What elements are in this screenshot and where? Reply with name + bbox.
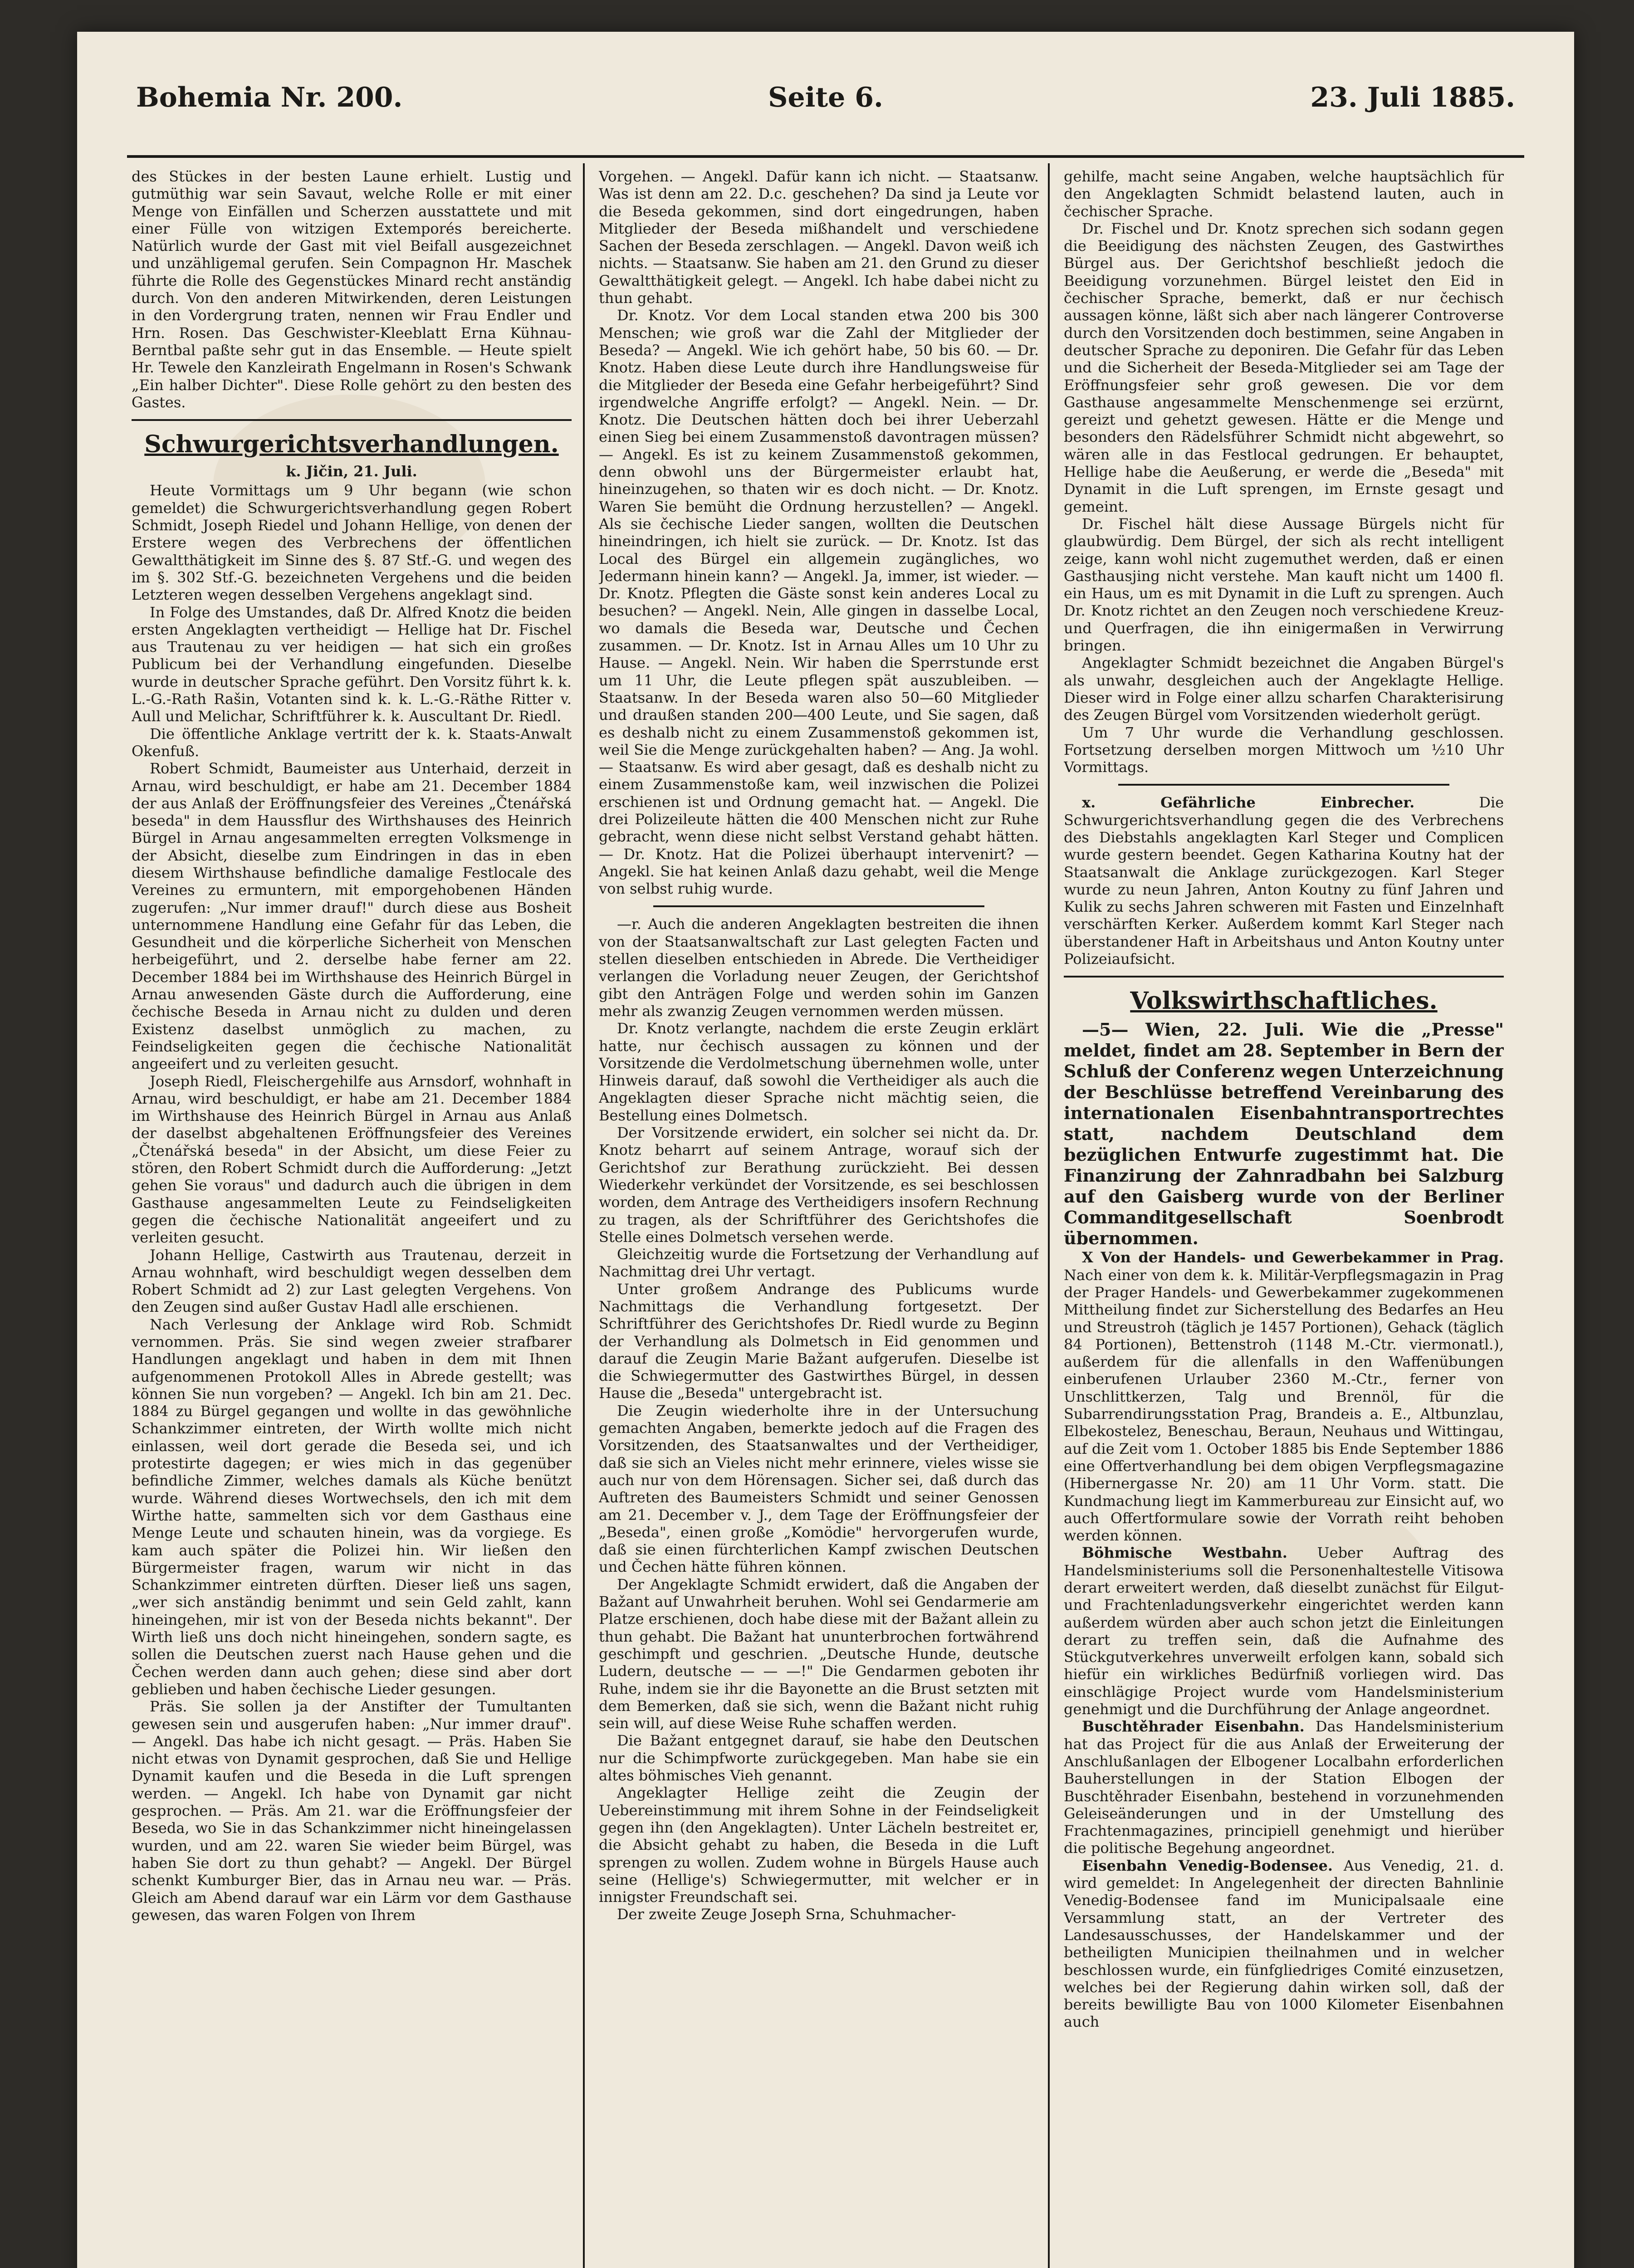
article-paragraph: Um 7 Uhr wurde die Verhandlung geschlossen. Fortsetzung derselben morgen Mittwoch um ½10 Uhr Vormittags. — [1064, 723, 1504, 776]
news-item-lead: Buschtěhrader Eisenbahn. — [1082, 1718, 1305, 1735]
news-item — [1064, 794, 1504, 968]
article-paragraph: Präs. Sie sollen ja der Anstifter der Tumultanten gewesen sein und ausgerufen haben: „Nur immer drauf". — Angekl. Das habe ich nicht gesagt. — Präs. Haben Sie nicht etwas von Dynamit gesprochen, daß Sie und Hellige Dynamit kaufen und die Beseda in die Luft sprengen werden. — Angekl. Ich habe von Dynamit gar nicht gesprochen. — Präs. Am 21. war die Eröffnungsfeier der Beseda, wo Sie in das Schankzimmer nicht hineingelassen wurden, und am 22. waren Sie wieder beim Bürgel, was haben Sie dort zu thun gehabt? — Angekl. Der Bürgel schenkt Kumburger Bier, das in Arnau neu war. — Präs. Gleich am Abend darauf war ein Lärm vor dem Gasthause gewesen, das waren Folgen von Ihrem — [132, 1698, 572, 1924]
news-item-body: Die Schwurgerichtsverhandlung gegen die des Verbrechens des Diebstahls angeklagten Karl Steger und Complicen wurde gestern beendet. Gegen Katharina Koutny hat der Staatsanwalt die Anklage zurückgezogen. Karl Steger wurde zu neun Jahren, Anton Koutny zu fünf Jahren und Kulik zu sechs Jahren schweren mit Fasten und Einzelnhaft verschärften Kerker. Außerdem kommt Karl Steger nach überstandener Haft in Arbeitshaus und Anton Koutny unter Polizeiaufsicht. — [1064, 794, 1504, 968]
news-item-body: Ueber Auftrag des Handelsministeriums soll die Personenhaltestelle Vitisowa derart erweitert werden, daß dieselbt zunächst für Eilgut- und Frachtenladungsverkehr eingerichtet werden kann außerdem würden aber auch schon jetzt die Einleitungen derart zu treffen sein, daß die Aufnahme des Stückgutverkehres unverweilt erfolgen kann, sobald sich hiefür ein wirkliches Bedürfniß vorliegen wird. Das einschlägige Project wurde vom Handelsministerium genehmigt und die Durchführung der Anlage angeordnet. — [1064, 1544, 1504, 1718]
economy-lead-article: —5— Wien, 22. Juli. Wie die „Presse" meldet, findet am 28. September in Bern der Schluß der Conferenz wegen Unterzeichnung der Beschlüsse betreffend Vereinbarung des internationalen Eisenbahntransportrechtes statt, nachdem Deutschland dem bezüglichen Entwurfe zugestimmt hat. Die Finanzirung der Zahnradbahn bei Salzburg auf den Gaisberg wurde von der Berliner Commanditgesellschaft Soenbrodt übernommen. — [1064, 1019, 1504, 1249]
article-paragraph: Der Angeklagte Schmidt erwidert, daß die Angaben der Bažant auf Unwahrheit beruhen. Wohl sei Gendarmerie am Platze erschienen, doch habe diese mit der Bažant allein zu thun gehabt. Die Bažant hat ununterbrochen fortwährend geschimpft und geschrien. „Deutsche Hunde, deutsche Ludern, deutsche — — —!" Die Gendarmen geboten ihr Ruhe, indem sie ihr die Bayonette an die Brust setzten mit dem Bemerken, daß sie sich, wenn die Bažant nicht ruhig sein will, auf diese Weise Ruhe schaffen werden. — [599, 1575, 1039, 1732]
article-paragraph: Gleichzeitig wurde die Fortsetzung der Verhandlung auf Nachmittag drei Uhr vertagt. — [599, 1246, 1039, 1281]
news-item — [1064, 1249, 1504, 1544]
masthead-title: Bohemia Nr. 200. — [136, 82, 403, 113]
news-item-lead: Böhmische Westbahn. — [1082, 1544, 1287, 1562]
news-item-body: Nach einer von dem k. k. Militär-Verpflegsmagazin in Prag der Prager Handels- und Gewerbekammer zugekommenen Mittheilung findet zur Sicherstellung des Bedarfes an Heu und Streustroh (täglich je 1457 Portionen), Gehack (täglich 84 Portionen), Bettenstroh (1148 M.-Ctr. viermonatl.), außerdem für die allenfalls in den Waffenübungen einberufenen Urlauber 2360 M.-Ctr., ferner von Unschlittkerzen, Talg und Brennöl, für die Subarrendirungsstation Prag, Brandeis a. E., Altbunzlau, Elbekostelez, Beneschau, Beraun, Neuhaus und Wittingau, auf die Zeit vom 1. October 1885 bis Ende September 1886 eine Offertverhandlung bei dem obigen Verpflegsmagazine (Hibernergasse Nr. 20) am 11 Uhr Vorm. statt. Die Kundmachung liegt im Kammerbureau zur Einsicht auf, wo auch Offertformulare sowie der Vorrath reiht behoben werden können. — [1064, 1266, 1504, 1545]
article-paragraph: Johann Hellige, Castwirth aus Trautenau, derzeit in Arnau wohnhaft, wird beschuldigt wegen desselben dem Robert Schmidt ad 2) zur Last gelegten Vergehens. Von den Zeugen sind außer Gustav Hadl alle erschienen. — [132, 1246, 572, 1316]
article-paragraph: Vorgehen. — Angekl. Dafür kann ich nicht. — Staatsanw. Was ist denn am 22. D.c. geschehen? Da sind ja Leute vor die Beseda gekommen, sind dort eingedrungen, haben Mitglieder der Beseda mißhandelt und verschiedene Sachen der Beseda zerschlagen. — Angekl. Davon weiß ich nichts. — Staatsanw. Sie haben am 21. den Grund zu dieser Gewaltthätigkeit gelegt. — Angekl. Ich habe dabei nicht zu thun gehabt. — [599, 168, 1039, 307]
section-divider — [132, 419, 572, 421]
article-paragraph: Angeklagter Hellige zeiht die Zeugin der Uebereinstimmung mit ihrem Sohne in der Feindseligkeit gegen ihn (den Angeklagten). Unter Lächeln bestreitet er, die Absicht gehabt zu haben, die Beseda in die Luft sprengen zu wollen. Zudem wohne in Bürgels Hause auch seine (Hellige's) Schwiegermutter, mit welcher er in innigster Freundschaft sei. — [599, 1784, 1039, 1906]
column-rule — [1048, 163, 1050, 2268]
section-title-jury-trials: Schwurgerichtsverhandlungen. — [144, 430, 559, 459]
section-divider — [1064, 976, 1504, 978]
article-paragraph: Der zweite Zeuge Joseph Srna, Schuhmacher- — [617, 1906, 956, 1923]
news-item-body: Das Handelsministerium hat das Project für die aus Anlaß der Erweiterung der Anschlußanlagen der Elbogener Localbahn erforderlichen Bauherstellungen in der Station Elbogen der Buschtěhrader Eisenbahn, bestehend in vorzunehmenden Geleiseänderungen und in der Umstellung des Frachtenmagazines, principiell genehmigt und hierüber die politische Begehung angeordnet. — [1064, 1718, 1504, 1857]
article-paragraph: Dr. Fischel hält diese Aussage Bürgels nicht für glaubwürdig. Dem Bürgel, der sich als recht intelligent zeige, kann wohl nicht zugemuthet werden, daß er einen Gasthausjing nicht verstehe. Man kauft nicht um 1400 fl. ein Haus, um es mit Dynamit in die Luft zu sprengen. Auch Dr. Knotz richtet an den Zeugen noch verschiedene Kreuz- und Querfragen, die ihn einigermaßen in Verwirrung bringen. — [1064, 515, 1504, 655]
article-paragraph: Nach Verlesung der Anklage wird Rob. Schmidt vernommen. Präs. Sie sind wegen zweier strafbarer Handlungen angeklagt und haben in dem mit Ihnen aufgenommenen Protokoll Alles in Abrede gestellt; was können Sie nun vorgeben? — Angekl. Ich bin am 21. Dec. 1884 zu Bürgel gegangen und wollte in das gewöhnliche Schankzimmer eintreten, der Wirth wollte mich nicht einlassen, weil dort gerade die Beseda sei, und ich protestirte dagegen; er wies mich in das gegenüber befindliche Zimmer, welches damals als Küche benützt wurde. Während dieses Wortwechsels, den ich mit dem Wirthe hatte, sammelten sich vor dem Gasthaus eine Menge Leute und schauten hinein, was da vorgiege. Es kam auch später die Polizei hin. Wir ließen den Bürgermeister fragen, warum wir nicht in das Schankzimmer eintreten dürften. Dieser ließ uns sagen, „wer sich anständig benimmt und sein Geld zahlt, kann hineingehen, mir ist von der Beseda nichts bekannt". Der Wirth ließ uns doch nicht hineingehen, sondern sagte, es sollen die Deutschen zuerst nach Hause gehen und die Čechen werden dann auch gehen; diese sind aber dort geblieben und haben čechische Lieder gesungen. — [132, 1315, 572, 1698]
article-paragraph: Dr. Fischel und Dr. Knotz sprechen sich sodann gegen die Beeidigung des nächsten Zeugen, des Gastwirthes Bürgel aus. Der Gerichtshof beschließt jedoch die Beeidigung vorzunehmen. Bürgel leistet den Eid in čechischer Sprache, bemerkt, daß er nur čechisch aussagen könne, läßt sich aber nach längerer Controverse durch den Vorsitzenden doch bestimmen, seine Angaben in deutscher Sprache zu deponiren. Die Gefahr für das Leben und die Sicherheit der Beseda-Mitglieder sei am Tage der Eröffnungsfeier sehr groß gewesen. Die vor dem Gasthause angesammelte Menschenmenge sei erzürnt, gereizt und gehetzt gewesen. Hätte er die Menge und besonders den Rädelsführer Schmidt nicht abgewehrt, so wären alle in das Festlocal gedrungen. Er behauptet, Hellige habe die Aeußerung, er werde die „Beseda" mit Dynamit in die Luft sprengen, im Ernste gesagt und gemeint. — [1064, 220, 1504, 515]
article-paragraph: —r. Auch die anderen Angeklagten bestreiten die ihnen von der Staatsanwaltschaft zur Last gelegten Facten und stellen dieselben entschieden in Abrede. Die Vertheidiger verlangen die Vorladung neuer Zeugen, der Gerichtshof gibt den Anträgen Folge und werden sohin im Ganzen mehr als zwanzig Zeugen vernommen werden müssen. — [599, 915, 1039, 1020]
news-item-lead: Eisenbahn Venedig-Bodensee. — [1082, 1857, 1333, 1874]
theatre-review-text: des Stückes in der besten Laune erhielt. Lustig und gutmüthig war sein Savaut, welche Rolle er mit einer Menge von Einfällen und Scherzen ausstattete und mit einer Fülle von witzigen Extemporés bereicherte. Natürlich wurde der Gast mit viel Beifall ausgezeichnet und unzähligemal gerufen. Sein Compagnon Hr. Maschek führte die Rolle des Gegenstückes Minard recht anständig durch. Von den anderen Mitwirkenden, deren Leistungen in den Vordergrung traten, nennen wir Frau Endler und Hrn. Rosen. Das Geschwister-Kleeblatt Erna Kühnau-Berntbal paßte sehr gut in das Ensemble. — Heute spielt Hr. Tewele den Kanzleirath Engelmann in Rosen's Schwank „Ein halber Dichter". Diese Rolle gehört zu den besten des Gastes. — [132, 168, 572, 411]
issue-date: 23. Juli 1885. — [1310, 82, 1515, 113]
article-paragraph: In Folge des Umstandes, daß Dr. Alfred Knotz die beiden ersten Angeklagten vertheidigt — Hellige hat Dr. Fischel aus Trautenau zu ver heidigen — hat sich ein großes Publicum bei der Verhandlung eingefunden. Dieselbe wurde in deutscher Sprache geführt. Den Vorsitz führt k. k. L.-G.-Rath Rašin, Votanten sind k. k. L.-G.-Räthe Ritter v. Aull und Melichar, Schriftführer k. k. Auscultant Dr. Riedl. — [132, 603, 572, 725]
news-item — [1064, 1544, 1504, 1718]
page-header — [136, 82, 1515, 132]
news-item-lead: x. Gefährliche Einbrecher. — [1082, 794, 1415, 811]
article-paragraph: Unter großem Andrange des Publicums wurde Nachmittags die Verhandlung fortgesetzt. Der Schriftführer des Gerichtshofes Dr. Riedl wurde zu Beginn der Verhandlung als Dolmetsch in Eid genommen und darauf die Zeugin Marie Bažant aufgerufen. Dieselbe ist die Schwiegermutter des Gastwirthes Bürgel, in dessen Hause die „Beseda" untergebracht ist. — [599, 1280, 1039, 1402]
article-paragraph: Die öffentliche Anklage vertritt der k. k. Staats-Anwalt Okenfuß. — [132, 725, 572, 760]
article-paragraph: Dr. Knotz. Vor dem Local standen etwa 200 bis 300 Menschen; wie groß war die Zahl der Mitglieder der Beseda? — Angekl. Wie ich gehört habe, 50 bis 60. — Dr. Knotz. Haben diese Leute durch ihre Handlungsweise für die Mitglieder der Beseda eine Gefahr herbeigeführt? Sind irgendwelche Angriffe erfolgt? — Angekl. Nein. — Dr. Knotz. Die Deutschen hätten doch bei ihrer Ueberzahl einen Sieg bei einem Zusammenstoß davontragen müssen? — Angekl. Es ist zu keinem Zusammenstoß gekommen, denn obwohl uns der Bürgermeister erlaubt hat, hineinzugehen, so thaten wir es doch nicht. — Dr. Knotz. Waren Sie bemüht die Ordnung herzustellen? — Angekl. Als sie čechische Lieder sangen, wollten die Deutschen hineindringen, ich hielt sie zurück. — Dr. Knotz. Ist das Local des Bürgel ein allgemein zugängliches, wo Jedermann hinein kann? — Angekl. Ja, immer, ist wieder. — Dr. Knotz. Pflegten die Gäste sonst kein anderes Local zu besuchen? — Angekl. Nein, Alle gingen in dasselbe Local, wo damals die Beseda war, Deutsche und Čechen zusammen. — Dr. Knotz. Ist in Arnau Alles um 10 Uhr zu Hause. — Angekl. Nein. Wir haben die Sperrstunde erst um 11 Uhr, die Leute pflegen spät auszubleiben. — Staatsanw. In der Beseda waren also 50—60 Mitglieder und draußen standen 200—400 Leute, und Sie sagen, daß es deshalb nicht zu einem Zusammenstoß gekommen ist, weil Sie die Menge zurückgehalten haben? — Ang. Ja wohl. — Staatsanw. Es wird aber gesagt, daß es deshalb nicht zu einem Zusammenstoße kam, weil inzwischen die Polizei erschienen ist und Ordnung gemacht hat. — Angekl. Die drei Polizeileute hätten die 400 Menschen nicht zur Ruhe gebracht, wenn diese nicht selbst Verstand gehabt hätten. — Dr. Knotz. Hat die Polizei überhaupt intervenirt? — Angekl. Sie hat keinen Anlaß dazu gehabt, weil die Menge von selbst ruhig wurde. — [599, 307, 1039, 898]
article-paragraph: Der Vorsitzende erwidert, ein solcher sei nicht da. Dr. Knotz beharrt auf seinem Antrage, worauf sich der Gerichtshof zur Berathung zurückzieht. Bei dessen Wiederkehr verkündet der Vorsitzende, es sei beschlossen worden, dem Antrage des Vertheidigers insofern Rechnung zu tragen, als der Schriftführer des Gerichtshofes die Stelle eines Dolmetsch versehen werde. — [599, 1124, 1039, 1246]
header-rule — [127, 155, 1524, 158]
article-paragraph: Die Bažant entgegnet darauf, sie habe den Deutschen nur die Schimpfworte zurückgegeben. Man habe sie ein altes böhmisches Vieh genannt. — [599, 1732, 1039, 1784]
article-paragraph: Robert Schmidt, Baumeister aus Unterhaid, derzeit in Arnau, wird beschuldigt, er habe am 21. December 1884 der aus Anlaß der Eröffnungsfeier des Vereines „Čtenářská beseda" in dem Haussflur des Wirthshauses des Heinrich Bürgel in Arnau angesammelten erregten Volksmenge in der Absicht, dieselbe zum Eindringen in das in eben diesem Wirthshause befindliche damalige Festlocale des Vereines zu ermuntern, mit emporgehobenen Händen zugerufen: „Nur immer drauf!" durch diese aus Bosheit unternommene Handlung eine Gefahr für das Leben, die Gesundheit und die körperliche Sicherheit von Menschen herbeigeführt, und 2. derselbe habe ferner am 22. December 1884 bei im Wirthshause des Heinrich Bürgel in Arnau anwesenden Gäste durch die Aufforderung, eine čechische Beseda in Arnau nicht zu dulden und deren Existenz daselbst unmöglich zu machen, zu Feindseligkeiten gegen die čechische Nationalität angeeifert und zu verleiten gesucht. — [132, 760, 572, 1073]
news-item — [1064, 1718, 1504, 1857]
news-item — [1064, 1857, 1504, 2031]
article-paragraph: Die Zeugin wiederholte ihre in der Untersuchung gemachten Angaben, bemerkte jedoch auf die Fragen des Vorsitzenden, des Staatsanwaltes und der Vertheidiger, daß sie sich an Vieles nicht mehr erinnere, vieles wisse sie auch nur von dem Hörensagen. Sicher sei, daß durch das Auftreten des Baumeisters Schmidt und seiner Genossen am 21. December v. J., dem Tage der Eröffnungsfeier der „Beseda", einen große „Komödie" hervorgerufen wurde, daß sie einen fürchterlichen Kampf zwischen Deutschen und Čechen hätte führen können. — [599, 1402, 1039, 1576]
article-paragraph: Angeklagter Schmidt bezeichnet die Angaben Bürgel's als unwahr, desgleichen auch der Angeklagte Hellige. Dieser wird in Folge einer allzu scharfen Charakterisirung des Zeugen Bürgel vom Vorsitzenden wiederholt gerügt. — [1064, 654, 1504, 724]
article-paragraph: Dr. Knotz verlangte, nachdem die erste Zeugin erklärt hatte, nur čechisch aussagen zu können und der Vorsitzende die Verdolmetschung übernehmen wolle, unter Hinweis darauf, daß sowohl die Vertheidiger als auch die Angeklagten dieser Sprache nicht mächtig seien, die Bestellung eines Dolmetsch. — [599, 1020, 1039, 1124]
news-item-body: Aus Venedig, 21. d. wird gemeldet: In Angelegenheit der directen Bahnlinie Venedig-Bodensee fand im Municipalsaale eine Versammlung statt, an der Vertreter des Landesausschusses, der Handelskammer und der betheiligten Municipien theilnahmen und in welcher beschlossen wurde, ein fünfgliedriges Comité einzusetzen, welches bei der Regierung dahin wirken soll, daß der bereits bewilligte Bau von 1000 Kilometer Eisenbahnen auch — [1064, 1857, 1504, 2031]
article-paragraph: Heute Vormittags um 9 Uhr begann (wie schon gemeldet) die Schwurgerichtsverhandlung gegen Robert Schmidt, Joseph Riedel und Johann Hellige, von denen der Erstere wegen des Verbrechens der öffentlichen Gewaltthätigkeit im Sinne des §. 87 Stf.-G. und wegen des im §. 302 Stf.-G. bezeichneten Vergehens und die beiden Letzteren wegen desselben Vergehens angeklagt sind. — [132, 482, 572, 604]
news-item-lead: X Von der Handels- und Gewerbekammer in Prag. — [1082, 1249, 1504, 1266]
paragraph-divider — [1118, 784, 1449, 786]
article-paragraph: gehilfe, macht seine Angaben, welche hauptsächlich für den Angeklagten Schmidt belastend lauten, auch in čechischer Sprache. — [1064, 168, 1504, 220]
paragraph-divider — [653, 905, 984, 907]
dateline: k. Jičin, 21. Juli. — [286, 463, 417, 480]
newspaper-page — [77, 32, 1574, 2268]
article-paragraph: Joseph Riedl, Fleischergehilfe aus Arnsdorf, wohnhaft in Arnau, wird beschuldigt, er habe am 21. December 1884 im Wirthshause des Heinrich Bürgel in Arnau aus Anlaß der daselbst abgehaltenen Eröffnungsfeier des Vereines „Čtenářská beseda" in der Absicht, um diese Feier zu stören, den Robert Schmidt durch die Aufforderung: „Jetzt gehen Sie voraus" und dadurch auch die übrigen in dem Gasthause angesammelten Leute zu Feindseligkeiten gegen die čechische Nationalität angeeifert und zu verleiten gesucht. — [132, 1072, 572, 1246]
column-1 — [132, 168, 572, 2268]
page-number: Seite 6. — [768, 82, 883, 113]
column-rule — [583, 163, 585, 2268]
section-title-economy: Volkswirthschaftliches. — [1130, 987, 1438, 1015]
column-2 — [599, 168, 1039, 2268]
column-3 — [1064, 168, 1504, 2268]
